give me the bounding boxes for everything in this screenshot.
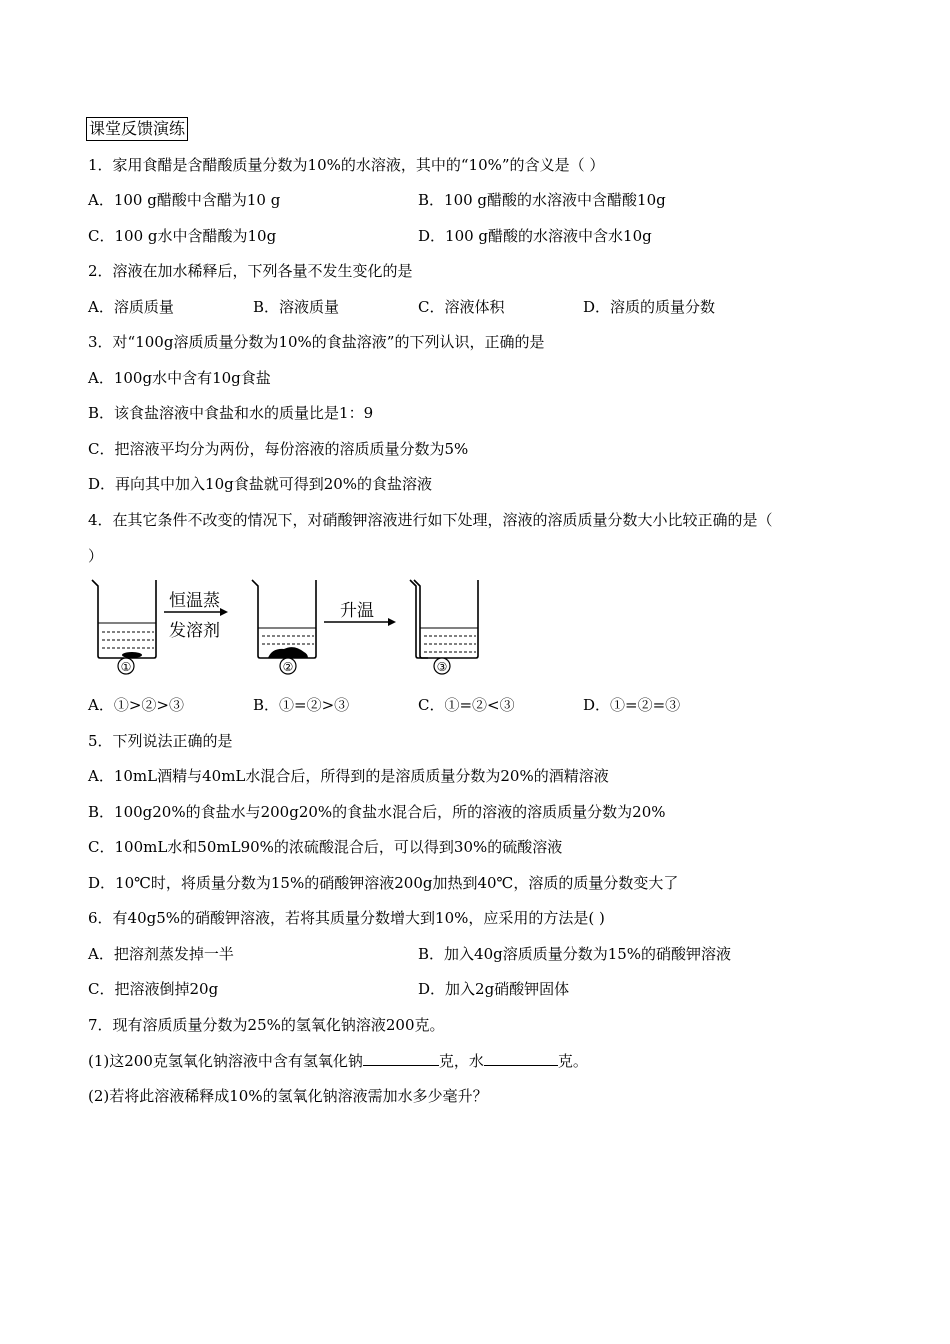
q7-part1-text-a: (1)这200克氢氧化钠溶液中含有氢氧化钠 xyxy=(88,1052,363,1070)
q4-stem-continued: ） xyxy=(88,547,104,565)
water-mass-blank[interactable] xyxy=(484,1051,558,1066)
q7-part1-text-b: 克，水 xyxy=(438,1052,484,1070)
beaker-3-figure xyxy=(410,578,490,682)
q2-option-a: A．溶质质量 xyxy=(88,298,174,316)
beaker-label-1: ① xyxy=(120,660,132,674)
beaker-label-3: ③ xyxy=(436,660,448,674)
beaker-1 xyxy=(92,580,156,674)
naoh-mass-blank[interactable] xyxy=(363,1051,439,1066)
q6-option-b: B．加入40g溶质质量分数为15%的硝酸钾溶液 xyxy=(418,945,732,963)
arrow2-label: 升温 xyxy=(340,601,374,621)
q2-option-b: B．溶液质量 xyxy=(253,298,340,316)
q3-option-b: B．该食盐溶液中食盐和水的质量比是1：9 xyxy=(88,404,374,422)
q7-stem: 7．现有溶质质量分数为25%的氢氧化钠溶液200克。 xyxy=(88,1016,445,1034)
q1-stem: 1．家用食醋是含醋酸质量分数为10%的水溶液，其中的“10%”的含义是（ ） xyxy=(88,156,605,174)
q2-option-c: C．溶液体积 xyxy=(418,298,505,316)
q3-stem: 3．对“100g溶质质量分数为10%的食盐溶液”的下列认识，正确的是 xyxy=(88,333,545,351)
q6-stem: 6．有40g5%的硝酸钾溶液，若将其质量分数增大到10%，应采用的方法是( ) xyxy=(88,909,605,927)
q4-option-b: B．①=②>③ xyxy=(253,696,350,714)
q5-option-b: B．100g20%的食盐水与200g20%的食盐水混合后，所的溶液的溶质质量分数为20% xyxy=(88,803,666,821)
crystal-deposit-2 xyxy=(268,647,308,658)
q1-option-d: D．100 g醋酸的水溶液中含水10g xyxy=(418,227,652,245)
q2-option-d: D．溶质的质量分数 xyxy=(583,298,716,316)
q4-option-a: A．①>②>③ xyxy=(88,696,184,714)
q6-option-a: A．把溶剂蒸发掉一半 xyxy=(88,945,234,963)
q4-option-d: D．①=②=③ xyxy=(583,696,681,714)
beaker-figure xyxy=(88,578,428,682)
q2-stem: 2．溶液在加水稀释后，下列各量不发生变化的是 xyxy=(88,262,413,280)
q7-part2: (2)若将此溶液稀释成10%的氢氧化钠溶液需加水多少毫升？ xyxy=(88,1087,488,1105)
q1-option-a: A．100 g醋酸中含醋为10 g xyxy=(88,191,281,209)
beaker-2 xyxy=(252,580,316,674)
q7-part1-text-c: 克。 xyxy=(557,1052,588,1070)
q5-stem: 5．下列说法正确的是 xyxy=(88,732,233,750)
q4-stem: 4．在其它条件不改变的情况下，对硝酸钾溶液进行如下处理，溶液的溶质质量分数大小比较正确的是（ xyxy=(88,511,773,529)
beaker-label-2: ② xyxy=(282,660,294,674)
q5-option-d: D．10℃时，将质量分数为15%的硝酸钾溶液200g加热到40℃，溶质的质量分数变大了 xyxy=(88,874,679,892)
q4-option-c: C．①=②<③ xyxy=(418,696,515,714)
q5-option-a: A．10mL酒精与40mL水混合后，所得到的是溶质质量分数为20%的酒精溶液 xyxy=(88,767,609,785)
arrow1-label-line2: 发溶剂 xyxy=(169,621,220,641)
arrow-evaporate xyxy=(164,591,228,641)
q3-option-a: A．100g水中含有10g食盐 xyxy=(88,369,271,387)
q7-part1 xyxy=(88,1051,588,1071)
q1-option-b: B．100 g醋酸的水溶液中含醋酸10g xyxy=(418,191,666,209)
arrow-heat xyxy=(324,601,396,626)
arrow1-label-line1: 恒温蒸 xyxy=(169,591,220,611)
section-title: 课堂反馈演练 xyxy=(86,117,188,141)
q6-option-c: C．把溶液倒掉20g xyxy=(88,980,219,998)
q5-option-c: C．100mL水和50mL90%的浓硫酸混合后，可以得到30%的硫酸溶液 xyxy=(88,838,563,856)
q1-option-c: C．100 g水中含醋酸为10g xyxy=(88,227,277,245)
q3-option-d: D．再向其中加入10g食盐就可得到20%的食盐溶液 xyxy=(88,475,433,493)
q3-option-c: C．把溶液平均分为两份，每份溶液的溶质质量分数为5% xyxy=(88,440,469,458)
q6-option-d: D．加入2g硝酸钾固体 xyxy=(418,980,570,998)
crystal-deposit-1 xyxy=(122,652,142,658)
